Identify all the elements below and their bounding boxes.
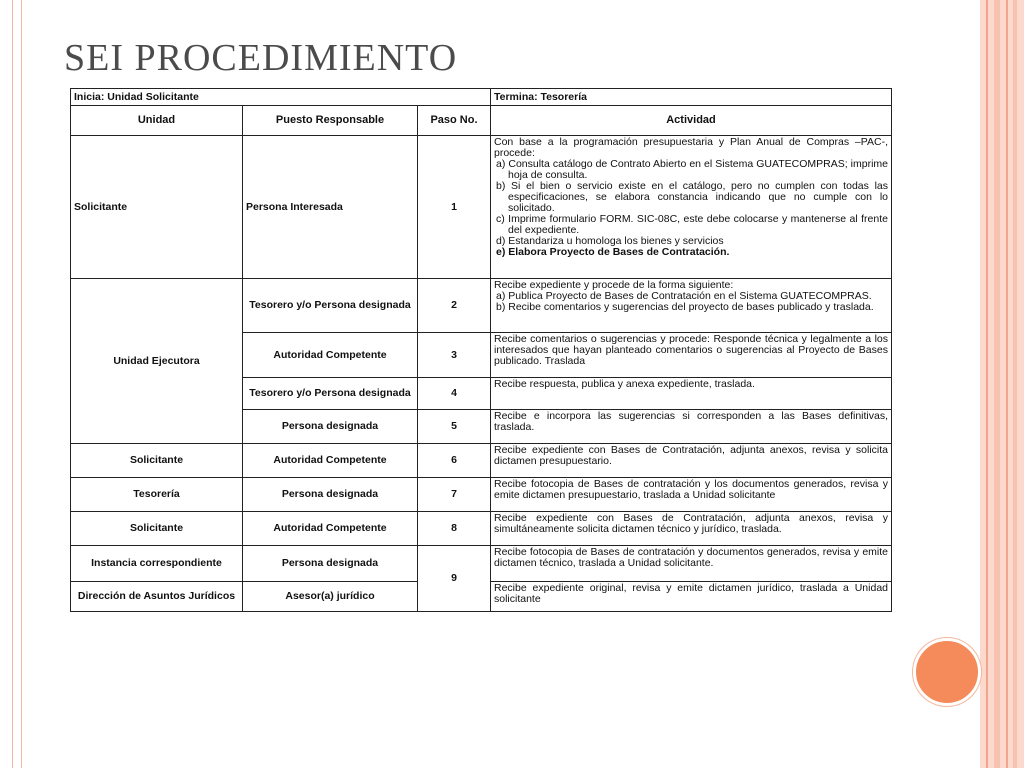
actividad-cell: Recibe e incorpora las sugerencias si corresponden a las Bases definitivas, traslada. — [491, 410, 892, 444]
paso-cell: 4 — [418, 378, 491, 410]
inicia-cell: Inicia: Unidad Solicitante — [71, 89, 491, 106]
puesto-cell: Autoridad Competente — [243, 444, 418, 478]
actividad-cell: Recibe fotocopia de Bases de contratación y documentos generados, revisa y emite dictamen técnico, traslada a Unidad solicitante. — [491, 546, 892, 582]
table-header-row — [71, 106, 892, 136]
paso-cell: 7 — [418, 478, 491, 512]
header-unidad: Unidad — [71, 106, 243, 136]
paso-cell: 8 — [418, 512, 491, 546]
paso-cell: 5 — [418, 410, 491, 444]
page-title: SEI PROCEDIMIENTO — [64, 37, 458, 79]
actividad-cell: Recibe expediente original, revisa y emite dictamen jurídico, traslada a Unidad solicitante — [491, 582, 892, 612]
paso-cell: 6 — [418, 444, 491, 478]
puesto-cell: Asesor(a) jurídico — [243, 582, 418, 612]
puesto-cell: Persona Interesada — [243, 136, 418, 279]
puesto-cell: Persona designada — [243, 546, 418, 582]
table-row — [71, 546, 892, 582]
puesto-cell: Persona designada — [243, 478, 418, 512]
procedure-table — [70, 88, 892, 612]
actividad-cell — [491, 136, 892, 279]
termina-cell: Termina: Tesorería — [491, 89, 892, 106]
paso-cell: 1 — [418, 136, 491, 279]
unit-cell: Solicitante — [71, 512, 243, 546]
actividad-cell: Recibe fotocopia de Bases de contratación y los documentos generados, revisa y emite dictamen presupuestario, traslada a Unidad solicitante — [491, 478, 892, 512]
puesto-cell: Autoridad Competente — [243, 512, 418, 546]
actividad-intro: Recibe expediente y procede de la forma siguiente: — [494, 279, 734, 291]
unit-cell: Instancia correspondiente — [71, 546, 243, 582]
unit-cell: Tesorería — [71, 478, 243, 512]
actividad-intro: Con base a la programación presupuestaria y Plan Anual de Compras –PAC-, procede: — [494, 136, 888, 159]
puesto-cell: Persona designada — [243, 410, 418, 444]
left-decor-stripe — [12, 0, 22, 768]
actividad-list — [494, 159, 888, 258]
list-item: b) Recibe comentarios y sugerencias del proyecto de bases publicado y traslada. — [496, 301, 874, 313]
table-row — [71, 136, 892, 279]
unit-cell: Dirección de Asuntos Jurídicos — [71, 582, 243, 612]
puesto-cell: Tesorero y/o Persona designada — [243, 279, 418, 333]
list-item: d) Estandariza u homologa los bienes y servicios — [496, 235, 724, 247]
list-item: c) Imprime formulario FORM. SIC-08C, este debe colocarse y mantenerse al frente del expediente. — [496, 213, 888, 236]
actividad-cell — [491, 279, 892, 333]
actividad-cell: Recibe expediente con Bases de Contratación, adjunta anexos, revisa y simultáneamente solicita dictamen técnico y jurídico, traslada. — [491, 512, 892, 546]
table-row — [71, 444, 892, 478]
header-actividad: Actividad — [491, 106, 892, 136]
unit-cell: Solicitante — [71, 136, 243, 279]
table-row — [71, 512, 892, 546]
paso-cell: 2 — [418, 279, 491, 333]
table-row — [71, 279, 892, 333]
actividad-list — [494, 291, 888, 313]
paso-cell: 3 — [418, 333, 491, 378]
unit-cell: Unidad Ejecutora — [71, 279, 243, 444]
list-item: e) Elabora Proyecto de Bases de Contratación. — [496, 246, 730, 258]
list-item: b) Si el bien o servicio existe en el catálogo, pero no cumplen con todas las especificaciones, se elabora constancia indicando que no cumple con lo solicitado. — [496, 180, 888, 214]
table-row — [71, 478, 892, 512]
table-top-row — [71, 89, 892, 106]
header-paso: Paso No. — [418, 106, 491, 136]
decorative-circle — [913, 638, 981, 706]
header-puesto: Puesto Responsable — [243, 106, 418, 136]
puesto-cell: Autoridad Competente — [243, 333, 418, 378]
puesto-cell: Tesorero y/o Persona designada — [243, 378, 418, 410]
list-item: a) Consulta catálogo de Contrato Abierto en el Sistema GUATECOMPRAS; imprime hoja de consulta. — [496, 158, 888, 181]
actividad-cell: Recibe comentarios o sugerencias y procede: Responde técnica y legalmente a los interesados que hayan planteado comentarios o sugerencias al Proyecto de Bases publicado. Traslada — [491, 333, 892, 378]
unit-cell: Solicitante — [71, 444, 243, 478]
actividad-cell: Recibe expediente con Bases de Contratación, adjunta anexos, revisa y solicita dictamen presupuestario. — [491, 444, 892, 478]
list-item: a) Publica Proyecto de Bases de Contratación en el Sistema GUATECOMPRAS. — [496, 290, 872, 302]
right-decor-band — [980, 0, 1024, 768]
actividad-cell: Recibe respuesta, publica y anexa expediente, traslada. — [491, 378, 892, 410]
paso-cell: 9 — [418, 546, 491, 612]
